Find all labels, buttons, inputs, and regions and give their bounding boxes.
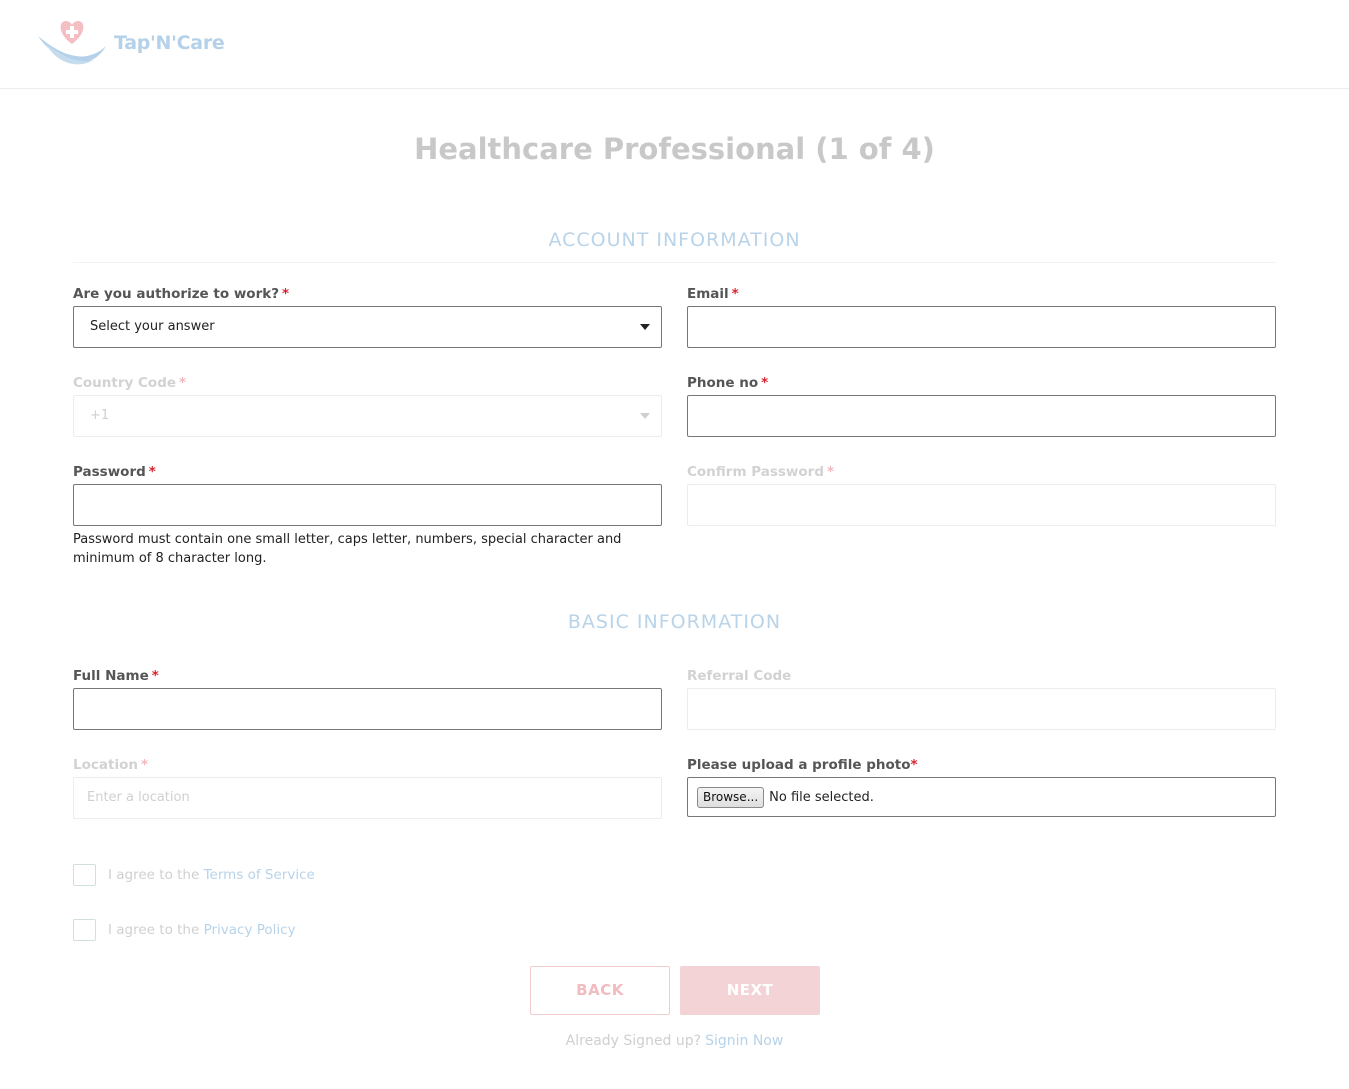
signin-prompt-text: Already Signed up? (565, 1033, 702, 1049)
signin-prompt (0, 1033, 1349, 1049)
section-divider (73, 262, 1276, 263)
page-title: Healthcare Professional (1 of 4) (414, 132, 935, 166)
phone-input[interactable] (687, 395, 1276, 437)
password-input[interactable] (73, 484, 662, 526)
country-code-label: Country Code * (73, 375, 187, 391)
authorized-field (73, 284, 662, 334)
privacy-checkbox[interactable] (73, 919, 96, 941)
full-name-label: Full Name * (73, 668, 159, 684)
caret-down-icon (640, 324, 650, 330)
referral-code-input[interactable] (687, 688, 1276, 730)
next-button[interactable]: NEXT (680, 966, 820, 1015)
location-field (73, 755, 662, 805)
heart-hands-logo-icon (36, 18, 110, 68)
authorized-label: Are you authorize to work? * (73, 286, 290, 302)
brand-name: Tap'N'Care (114, 32, 225, 54)
location-input[interactable] (73, 777, 662, 819)
email-field (687, 284, 1276, 304)
terms-link[interactable]: Terms of Service (203, 867, 315, 883)
referral-code-field (687, 666, 1276, 686)
location-placeholder: Enter a location (87, 790, 190, 805)
terms-text: I agree to the Terms of Service (108, 867, 315, 883)
phone-field (687, 373, 1276, 393)
header (0, 0, 1349, 89)
privacy-text: I agree to the Privacy Policy (108, 922, 296, 938)
terms-agreement (73, 864, 315, 886)
profile-photo-label: Please upload a profile photo* (687, 757, 918, 773)
confirm-password-label: Confirm Password * (687, 464, 835, 480)
country-code-select[interactable] (73, 395, 662, 437)
email-input[interactable] (687, 306, 1276, 348)
phone-label: Phone no * (687, 375, 769, 391)
authorized-select-value: Select your answer (90, 319, 215, 334)
profile-photo-file-input[interactable] (687, 777, 1276, 817)
section-title-account: ACCOUNT INFORMATION (548, 229, 801, 251)
caret-down-icon (640, 413, 650, 419)
profile-photo-field (687, 755, 1276, 805)
location-label: Location * (73, 757, 149, 773)
password-label: Password * (73, 464, 156, 480)
brand-logo[interactable] (36, 18, 225, 68)
section-title-basic: BASIC INFORMATION (567, 611, 782, 633)
password-field (73, 462, 662, 566)
terms-checkbox[interactable] (73, 864, 96, 886)
privacy-agreement (73, 919, 296, 941)
country-code-value: +1 (90, 408, 110, 423)
email-label: Email * (687, 286, 739, 302)
file-status: No file selected. (769, 789, 874, 805)
country-code-field (73, 373, 662, 423)
referral-code-label: Referral Code (687, 668, 792, 684)
confirm-password-input[interactable] (687, 484, 1276, 526)
browse-button[interactable]: Browse... (697, 787, 764, 808)
authorized-select[interactable] (73, 306, 662, 348)
signin-link[interactable]: Signin Now (705, 1033, 784, 1049)
confirm-password-field (687, 462, 1276, 482)
privacy-link[interactable]: Privacy Policy (203, 922, 296, 938)
full-name-input[interactable] (73, 688, 662, 730)
full-name-field (73, 666, 662, 686)
back-button[interactable]: BACK (530, 966, 670, 1015)
password-hint: Password must contain one small letter, caps letter, numbers, special character and minimum of 8 character long. (73, 532, 622, 566)
